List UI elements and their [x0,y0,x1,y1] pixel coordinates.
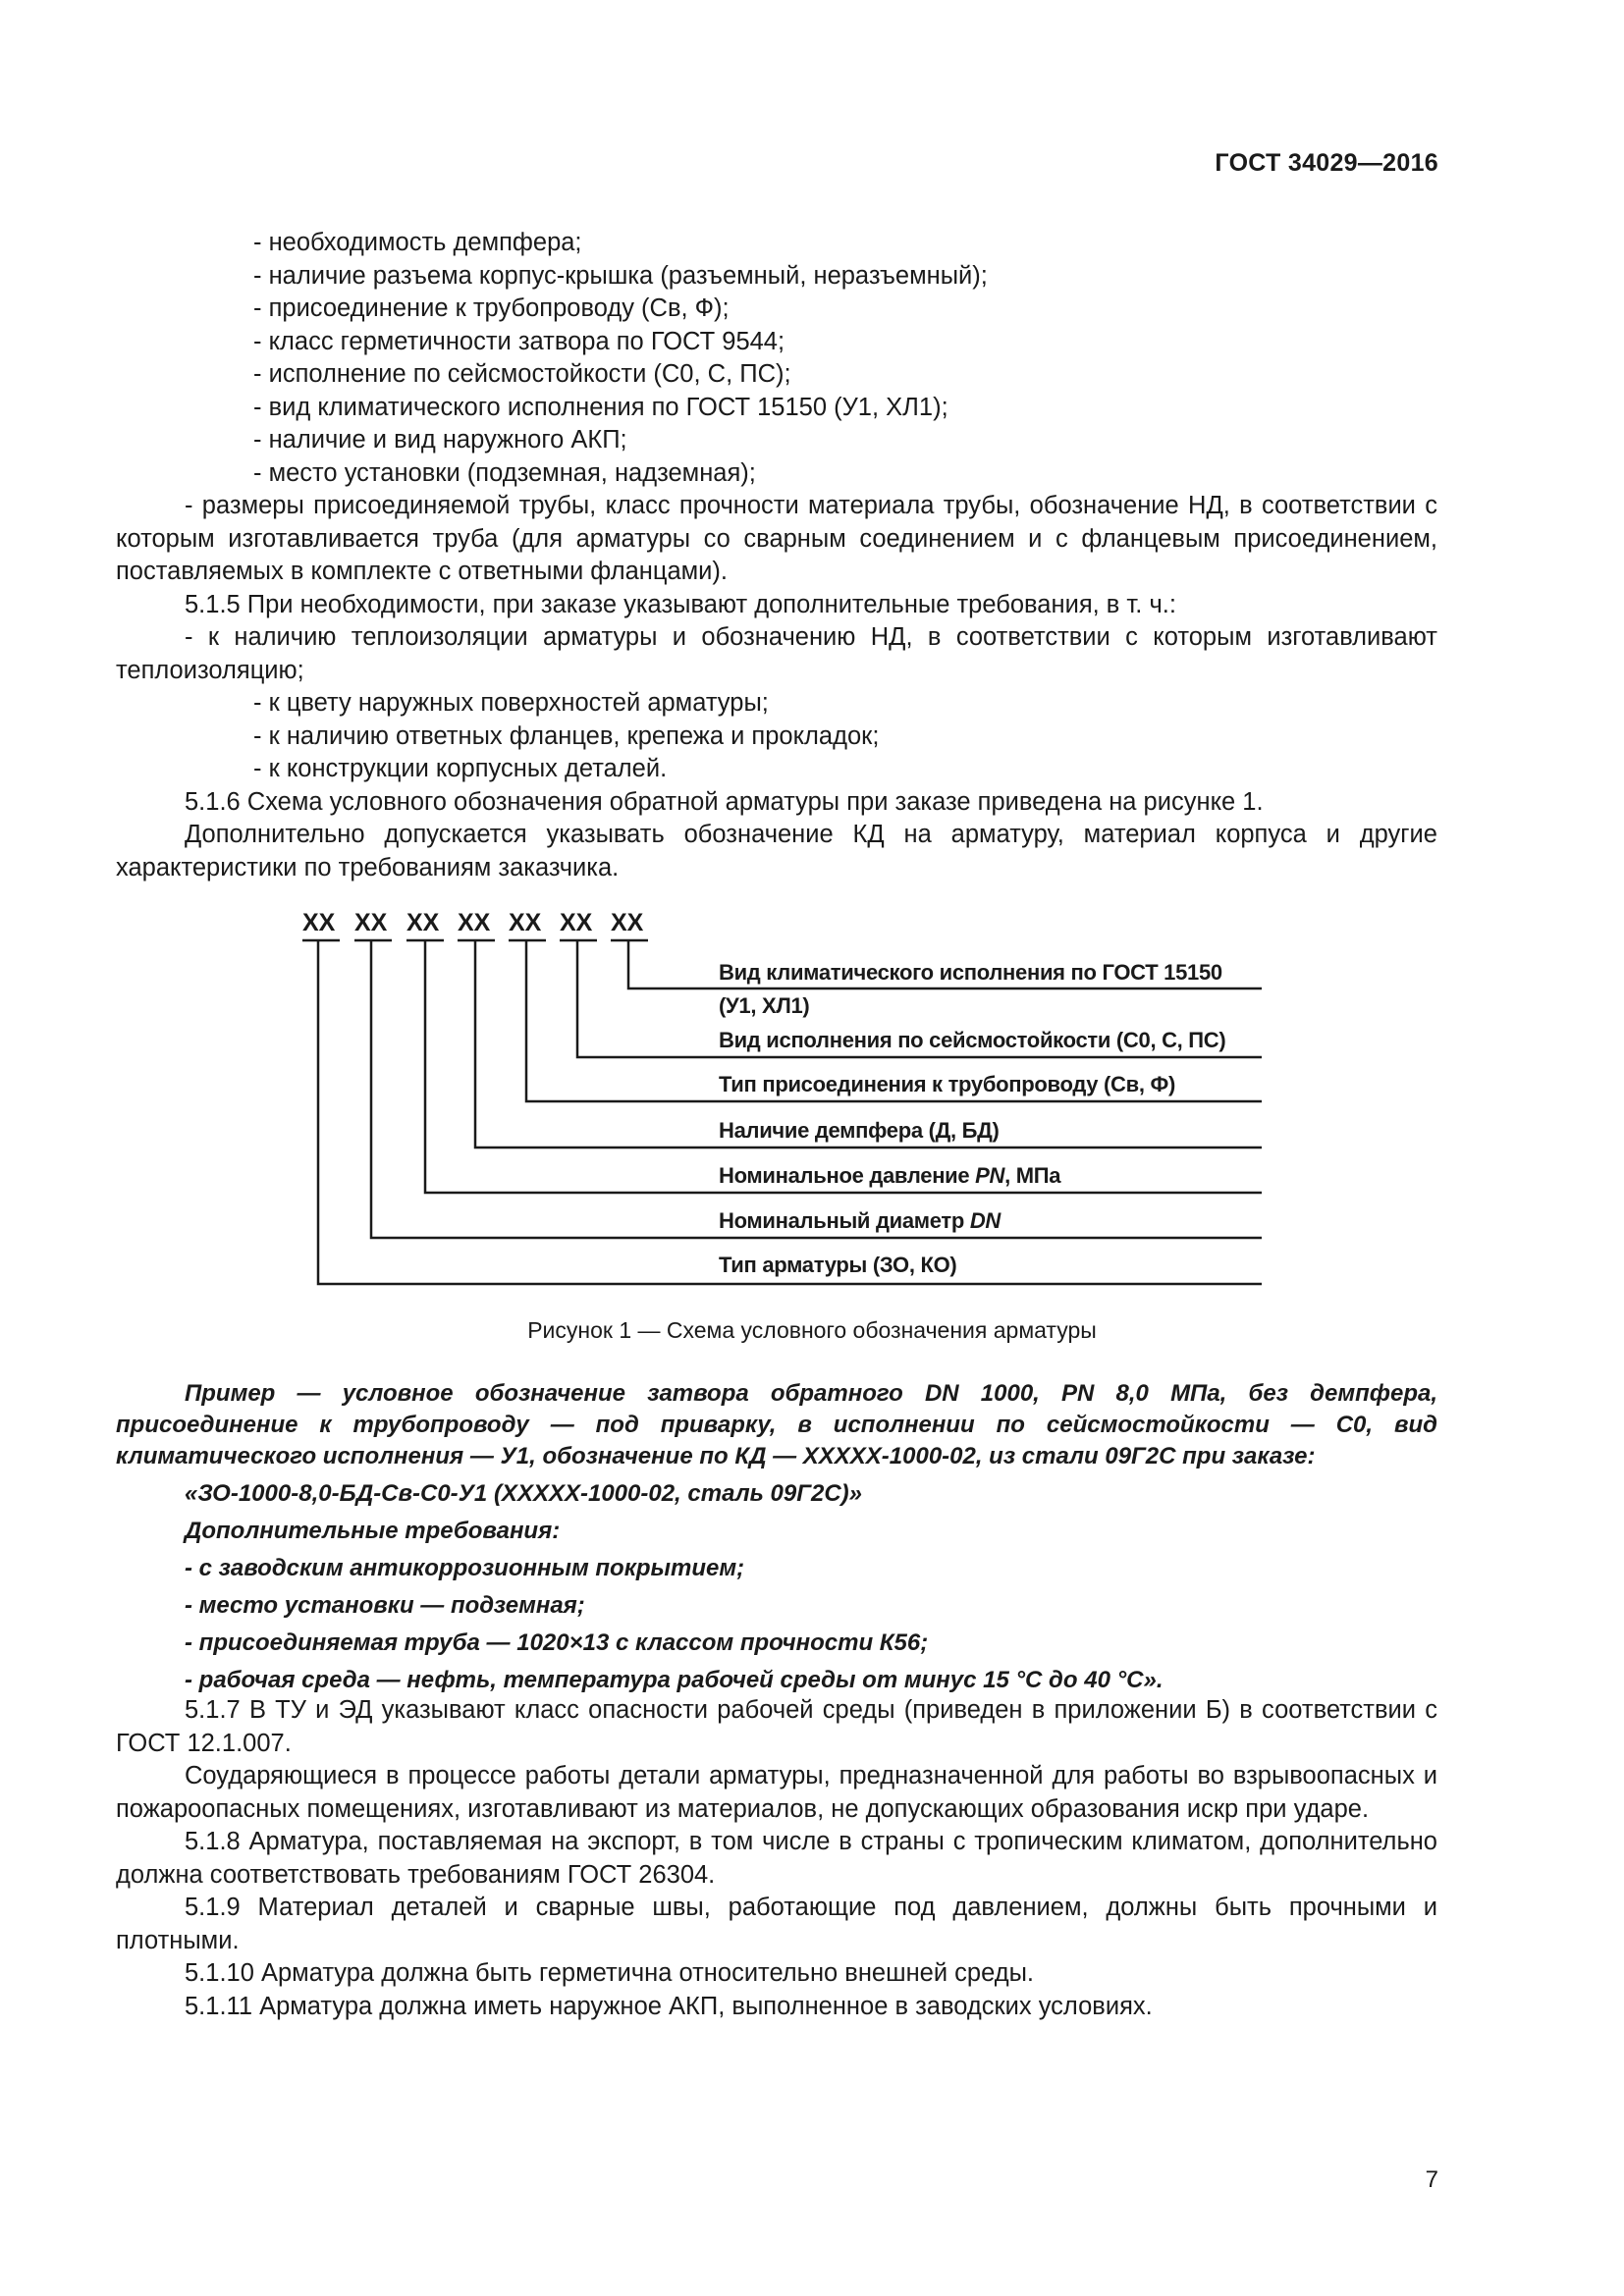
list-item: - исполнение по сейсмостойкости (С0, С, ПС); [253,360,791,388]
list-item: - к наличию ответных фланцев, крепежа и прокладок; [253,721,880,750]
list-item: - присоединяемая труба — 1020×13 с классом прочности К56; [185,1629,929,1656]
code-field: ХХ [406,909,440,936]
main-text-top [116,227,1437,884]
list-item: - необходимость демпфера; [253,229,582,256]
code-field: ХХ [611,909,644,936]
label-climatic-values: (У1, ХЛ1) [719,993,810,1018]
clause-5-1-11: 5.1.11 Арматура должна иметь наружное АКП, выполненное в заводских условиях. [185,1992,1153,2020]
clause-5-1-5: 5.1.5 При необходимости, при заказе указывают дополнительные требования, в т. ч.: [185,590,1176,618]
list-item: - класс герметичности затвора по ГОСТ 9544; [253,327,785,355]
label-diameter: Номинальный диаметр DN [719,1208,1001,1233]
clause-5-1-10: 5.1.10 Арматура должна быть герметична относительно внешней среды. [185,1959,1035,1987]
label-connection: Тип присоединения к трубопроводу (Св, Ф) [719,1072,1175,1096]
label-climatic: Вид климатического исполнения по ГОСТ 15150 [719,960,1222,985]
label-seismic: Вид исполнения по сейсмостойкости (С0, С, ПС) [719,1028,1226,1052]
clause-5-1-6: 5.1.6 Схема условного обозначения обратной арматуры при заказе приведена на рисунке 1. [185,787,1264,816]
label-pressure: Номинальное давление PN, МПа [719,1163,1061,1188]
list-item: - присоединение к трубопроводу (Св, Ф); [253,294,730,322]
list-item: - с заводским антикоррозионным покрытием; [185,1555,745,1581]
list-item: - к цвету наружных поверхностей арматуры; [253,689,769,717]
list-item: - место установки — подземная; [185,1592,585,1619]
example-designation: «ЗО-1000-8,0-БД-Св-С0-У1 (ХХХХХ-1000-02, сталь 09Г2С)» [185,1480,862,1507]
list-item: - наличие и вид наружного АКП; [253,426,627,454]
list-item: - рабочая среда — нефть, температура рабочей среды от минус 15 °С до 40 °С». [185,1667,1164,1693]
clause-5-1-7-sparks: Соударяющиеся в процессе работы детали арматуры, предназначенной для работы во взрывоопасных и пожароопасных помещениях, изготавливают из материалов, не допускающих образования искр при ударе. [116,1762,1437,1823]
clause-5-1-6-additional: Дополнительно допускается указывать обозначение КД на арматуру, материал корпуса и другие характеристики по требованиям заказчика. [116,821,1437,881]
clause-5-1-9: 5.1.9 Материал деталей и сварные швы, работающие под давлением, должны быть прочными и плотными. [116,1894,1437,1954]
list-item: - наличие разъема корпус-крышка (разъемный, неразъемный); [253,261,988,290]
code-field: ХХ [354,909,388,936]
list-item-pipe-sizes: - размеры присоединяемой трубы, класс прочности материала трубы, обозначение НД, в соответствии с которым изготавливается труба (для арматуры со сварным соединением и с фланцевым присоединением, поставляемых в комплекте с ответными фланцами). [116,492,1437,585]
list-item: - вид климатического исполнения по ГОСТ 15150 (У1, ХЛ1); [253,393,948,421]
list-item: - к конструкции корпусных деталей. [253,755,668,782]
example-extra-title: Дополнительные требования: [185,1518,561,1544]
list-item-insulation: - к наличию теплоизоляции арматуры и обозначению НД, в соответствии с которым изготавливают теплоизоляцию; [116,623,1437,684]
code-field: ХХ [302,909,336,936]
main-text-bottom [116,1694,1437,2023]
list-item: - место установки (подземная, надземная); [253,458,756,487]
clause-5-1-8: 5.1.8 Арматура, поставляемая на экспорт, в том числе в страны с тропическим климатом, дополнительно должна соответствовать требованиям ГОСТ 26304. [116,1828,1437,1889]
example-block [116,1378,1437,1696]
code-field: ХХ [560,909,593,936]
figure-caption: Рисунок 1 — Схема условного обозначения арматуры [527,1317,1097,1343]
example-text: Пример — условное обозначение затвора обратного DN 1000, PN 8,0 МПа, без демпфера, присоединение к трубопроводу — под приварку, в исполнении по сейсмостойкости — С0, вид климатического исполнения — У1, обозначение по КД — ХХХХХ-1000-02, из стали 09Г2С при заказе: [116,1380,1437,1469]
clause-5-1-7: 5.1.7 В ТУ и ЭД указывают класс опасности рабочей среды (приведен в приложении Б) в соответствии с ГОСТ 12.1.007. [116,1696,1437,1757]
label-damper: Наличие демпфера (Д, БД) [719,1118,1000,1143]
code-field: ХХ [458,909,491,936]
document-code-header: ГОСТ 34029—2016 [1215,149,1438,177]
page-number: 7 [1425,2166,1438,2193]
label-valve-type: Тип арматуры (ЗО, КО) [719,1253,957,1277]
code-field: ХХ [509,909,542,936]
designation-scheme-figure [0,909,1624,1302]
